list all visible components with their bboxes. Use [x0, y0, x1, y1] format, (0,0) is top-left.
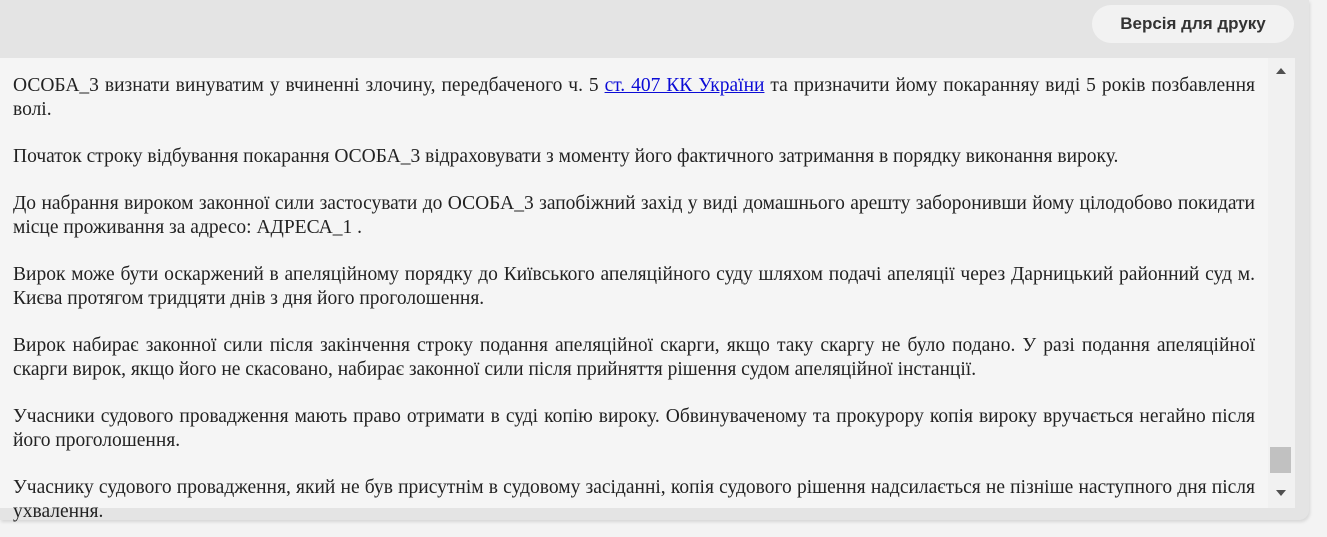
paragraph-legal-force: Вирок набирає законної сили після закінчення строку подання апеляційної скарги, якщо таку скаргу не було подано. У разі подання апеляційної скарги вирок, якщо його не скасовано, набирає законної сили після прийняття рішення судом апеляційної інстанції.	[13, 335, 1255, 380]
document-viewer[interactable]	[0, 58, 1268, 522]
paragraph-copy-delivery: Учаснику судового провадження, який не був присутнім в судовому засіданні, копія судового рішення надсилається не пізніше наступного дня після ухвалення.	[13, 477, 1255, 522]
paragraph-appeal: Вирок може бути оскаржений в апеляційному порядку до Київського апеляційного суду шляхом подачі апеляції через Дарницький районний суд м. Києва протягом тридцяти днів з дня його проголошення.	[13, 264, 1255, 309]
paragraph-preventive-measure: До набрання вироком законної сили застосувати до ОСОБА_3 запобіжний захід у виді домашнього арешту заборонивши йому цілодобово покидати місце проживання за адресо: АДРЕСА_1 .	[13, 193, 1255, 238]
scrollbar-thumb[interactable]	[1270, 447, 1291, 473]
vertical-scrollbar[interactable]	[1268, 58, 1295, 508]
paragraph-verdict-text-end: та призначити йому покаранняу виді 5 років позбавлення волі.	[13, 75, 1256, 120]
scroll-up-arrow-icon[interactable]	[1276, 68, 1286, 74]
paragraph-copy-rights: Учасники судового провадження мають право отримати в суді копію вироку. Обвинуваченому та прокурору копія вироку вручається негайно після його проголошення.	[13, 406, 1255, 451]
print-version-button[interactable]: Версія для друку	[1092, 5, 1294, 43]
toolbar	[0, 0, 1309, 58]
paragraph-verdict-text-start: ОСОБА_3 визнати винуватим у вчиненні злочину, передбаченого ч. 5	[13, 75, 605, 96]
article-link[interactable]: ст. 407 КК України	[604, 75, 765, 96]
document-text	[0, 58, 1268, 524]
paragraph-verdict	[13, 74, 1255, 122]
paragraph-sentence-start: Початок строку відбування покарання ОСОБА_3 відраховувати з моменту його фактичного затримання в порядку виконання вироку.	[13, 146, 1119, 167]
scroll-down-arrow-icon[interactable]	[1276, 490, 1286, 496]
